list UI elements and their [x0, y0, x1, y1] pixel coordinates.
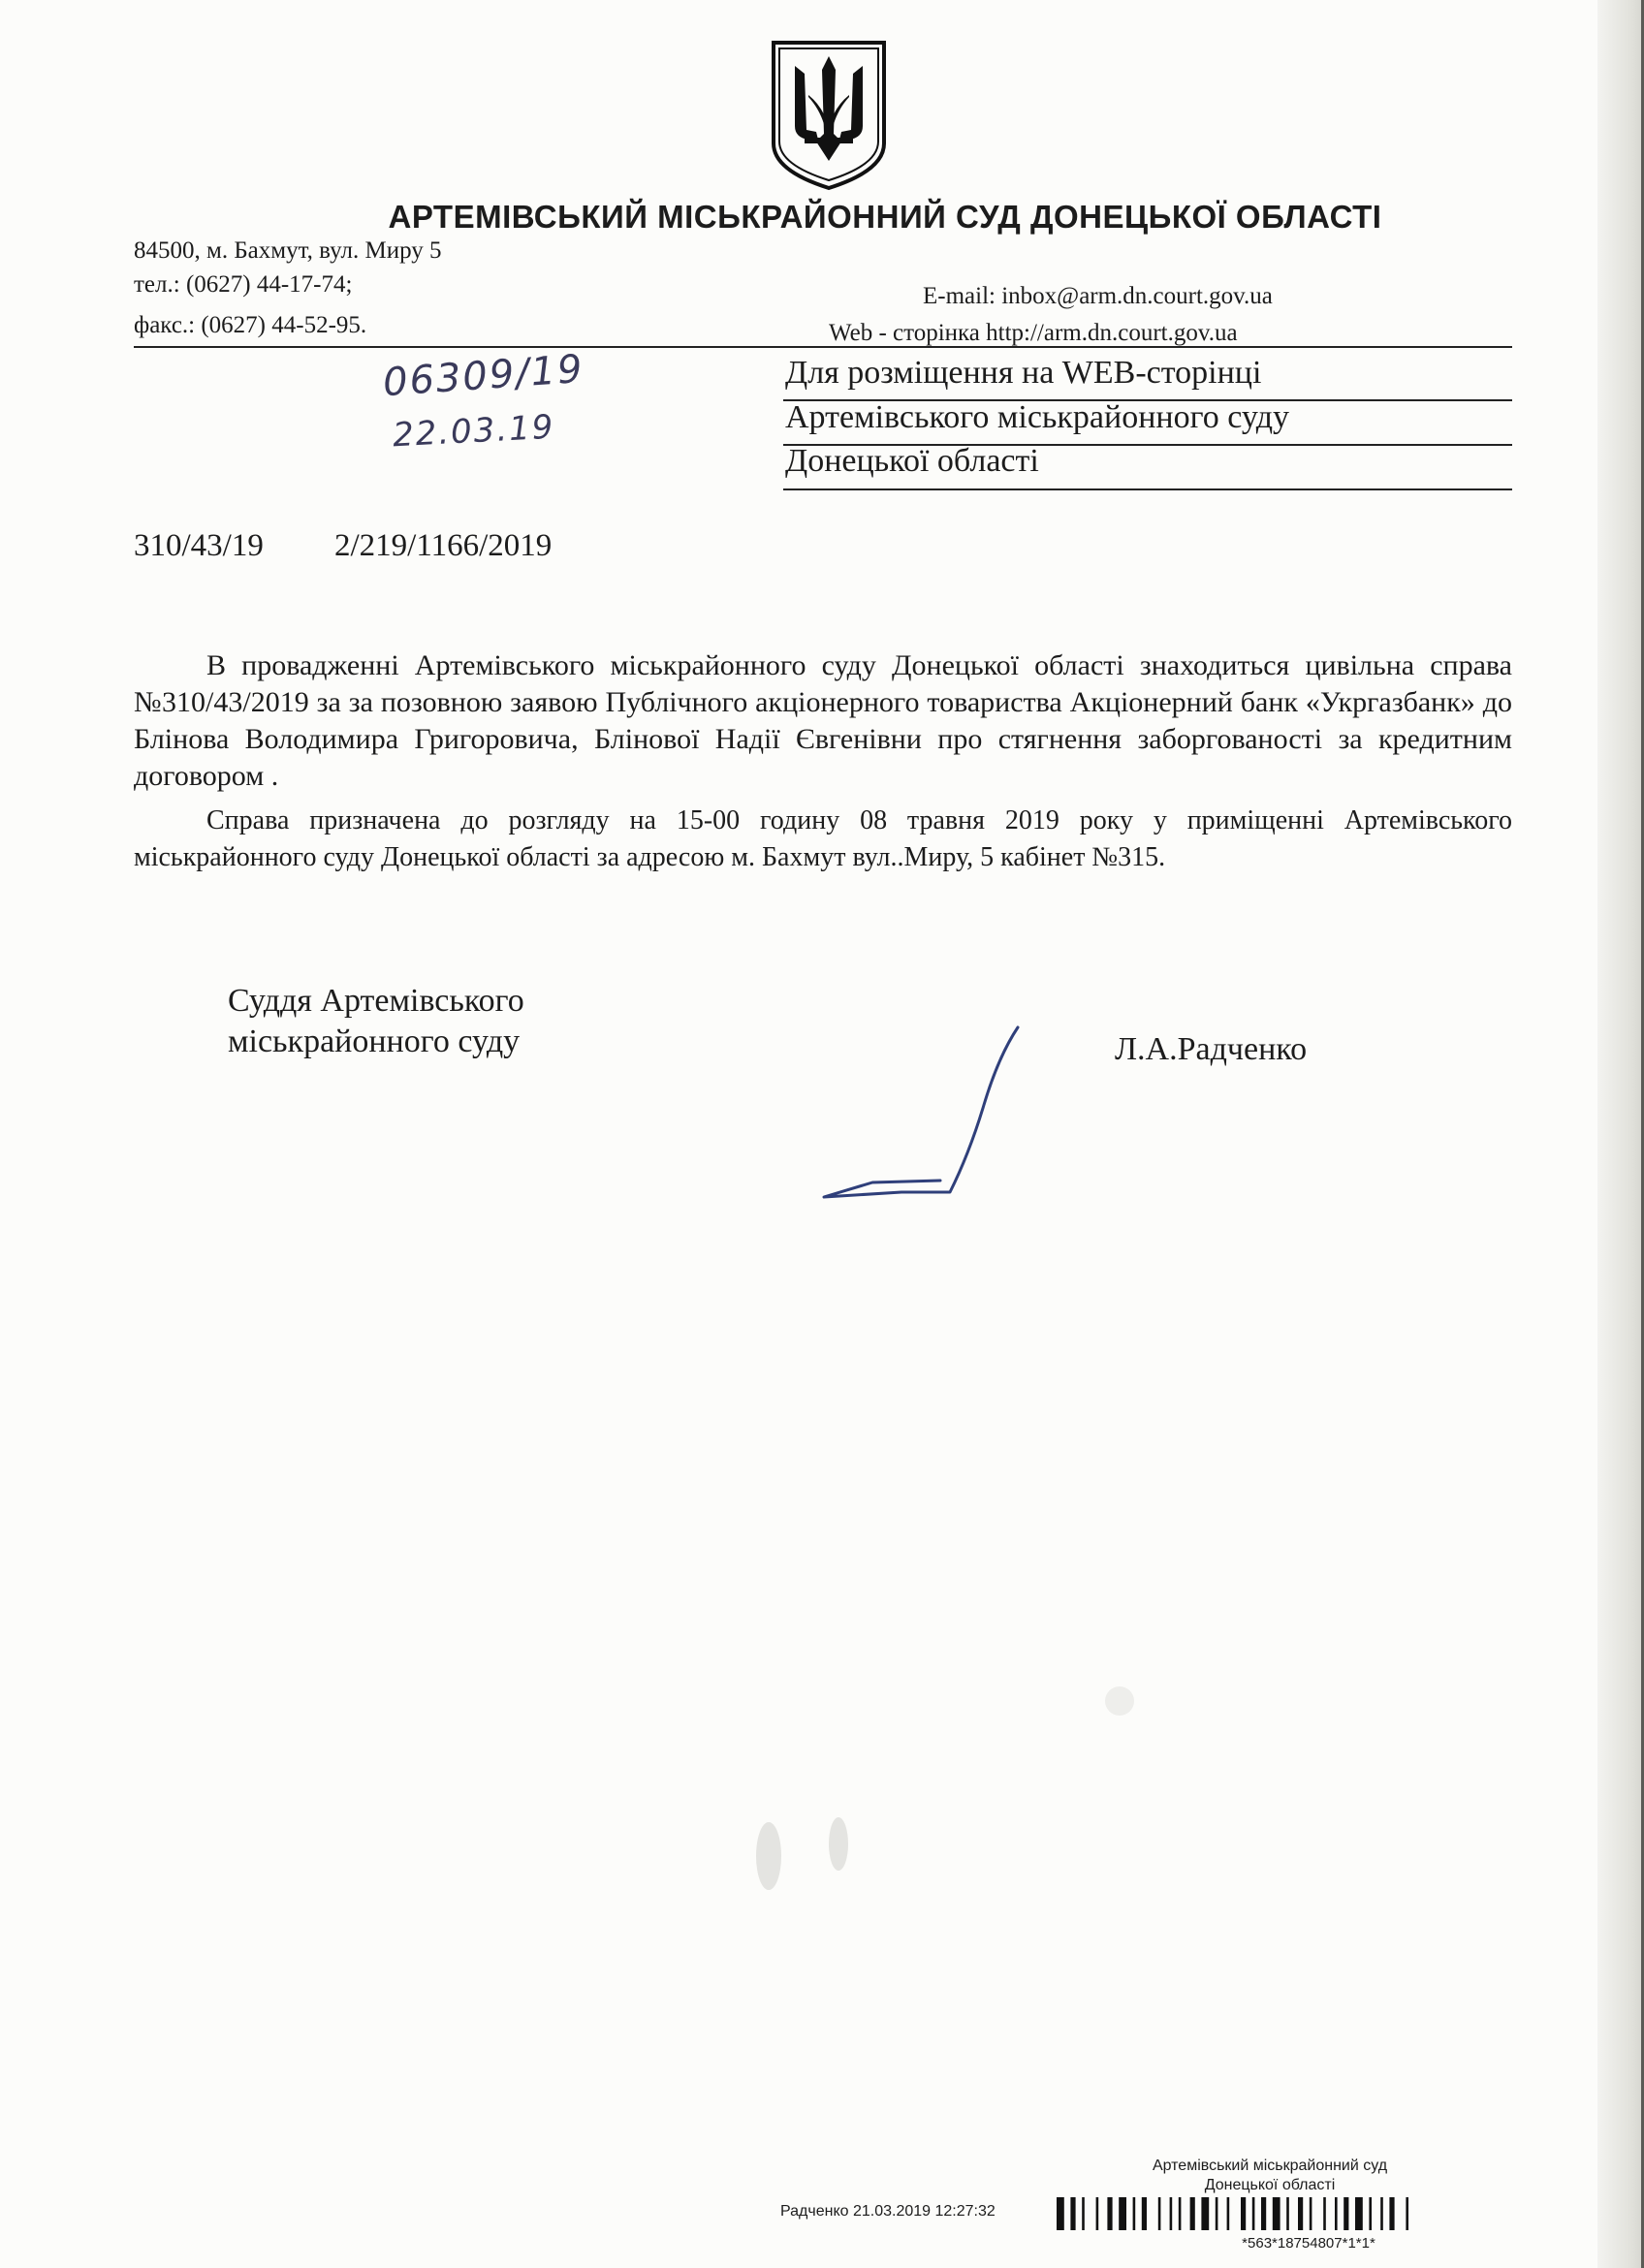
- judge-name: Л.А.Радченко: [1115, 1031, 1308, 1067]
- stamp-court-line-2: Донецької області: [1204, 2177, 1336, 2193]
- scan-smudge: [756, 1822, 781, 1890]
- case-number: 310/43/19: [134, 528, 264, 563]
- recipient-line-3: Донецької області: [785, 443, 1039, 479]
- trident-coat-of-arms-icon: [766, 37, 892, 192]
- court-address: 84500, м. Бахмут, вул. Миру 5: [134, 237, 442, 264]
- scan-smudge: [829, 1817, 848, 1871]
- handwritten-reg-number: 06309/19: [381, 346, 585, 406]
- court-phone: тел.: (0627) 44-17-74;: [134, 271, 353, 298]
- court-website: Web - сторінка http://arm.dn.court.gov.ua: [829, 320, 1238, 346]
- recipient-rule-3: [783, 488, 1512, 490]
- handwritten-signature-icon: [814, 1018, 1037, 1212]
- barcode-icon: [1057, 2197, 1512, 2236]
- stamp-court-line-1: Артемівський міськрайонний суд: [1152, 2158, 1388, 2174]
- judge-title-line-1: Суддя Артемівського: [228, 983, 524, 1019]
- court-email: E-mail: inbox@arm.dn.court.gov.ua: [923, 283, 1273, 309]
- judge-title-line-2: міськрайонного суду: [228, 1024, 521, 1059]
- court-fax: факс.: (0627) 44-52-95.: [134, 312, 367, 338]
- scan-smudge: [1105, 1686, 1134, 1716]
- court-name-heading: АРТЕМІВСЬКИЙ МІСЬКРАЙОННИЙ СУД ДОНЕЦЬКОЇ ОБЛАСТІ: [388, 199, 1382, 235]
- handwritten-reg-date: 22.03.19: [392, 407, 556, 456]
- body-paragraph-1: В провадженні Артемівського міськрайонного суду Донецької області знаходиться цивільна справа №310/43/2019 за за позовною заявою Публічного акціонерного товариства Акціонерний банк «Укргазбанк» до Блінова Володимира Григоровича, Блінової Надії Євгенівни про стягнення заборгованості за кредитним договором .: [134, 649, 1512, 792]
- header-divider: [134, 346, 1512, 348]
- recipient-line-2: Артемівського міськрайонного суду: [785, 399, 1290, 435]
- page-edge-shadow: [1597, 0, 1644, 2268]
- body-paragraph-2: Справа призначена до розгляду на 15-00 годину 08 травня 2019 року у приміщенні Артемівського міськрайонного суду Донецької області за адресою м. Бахмут вул..Миру, 5 кабінет №315.: [134, 805, 1512, 872]
- proceeding-number: 2/219/1166/2019: [334, 528, 553, 563]
- stamp-registered-by: Радченко 21.03.2019 12:27:32: [780, 2203, 996, 2220]
- recipient-line-1: Для розміщення на WEB-сторінці: [785, 355, 1262, 391]
- barcode-text: *563*18754807*1*1*: [1242, 2235, 1375, 2252]
